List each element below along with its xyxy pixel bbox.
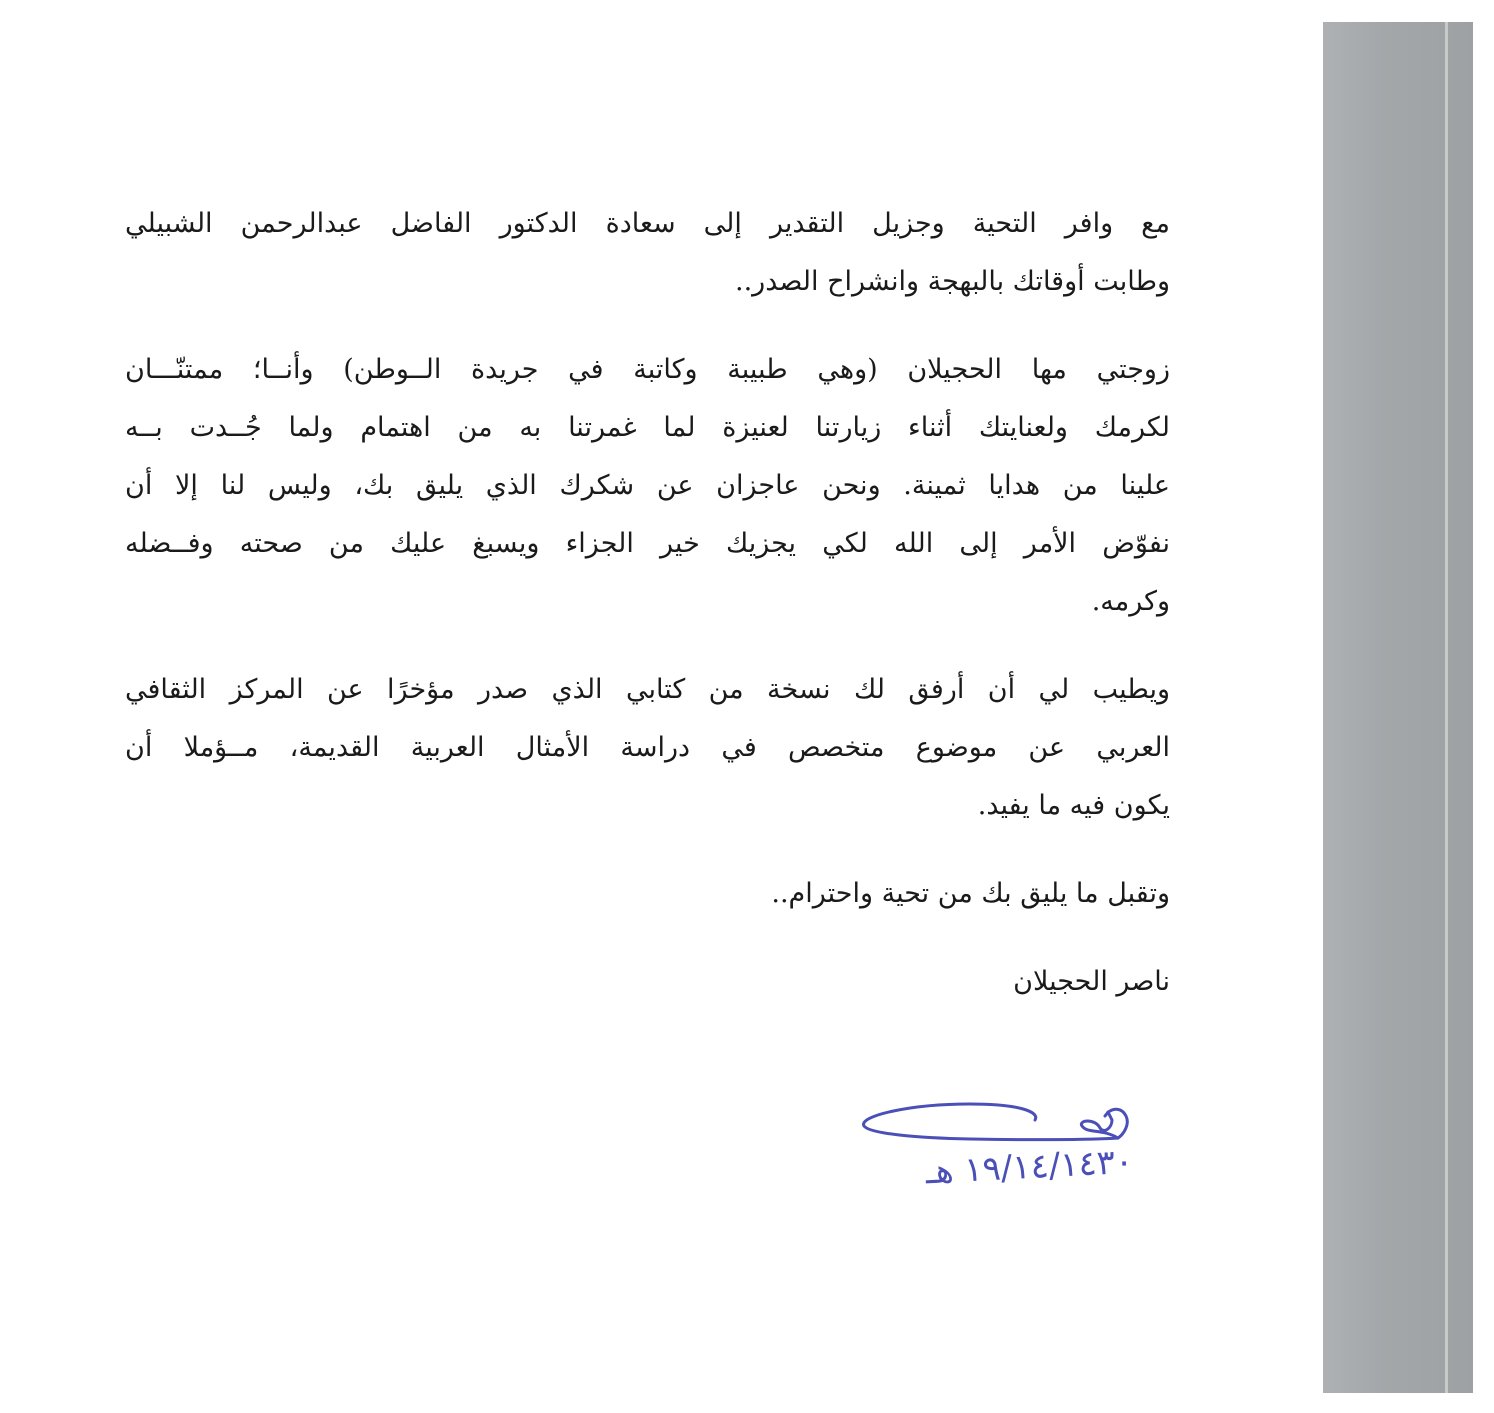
paragraph-book-line-1: ويطيب لي أن أرفق لك نسخة من كتابي الذي صدر مؤخرًا عن المركز الثقافي: [125, 674, 1170, 705]
paragraph-thanks-line-5: وكرمه.: [1091, 586, 1170, 617]
paragraph-book-line-3: يكون فيه ما يفيد.: [977, 790, 1170, 821]
gray-side-strip: [1323, 22, 1473, 1393]
sender-name: ناصر الحجيلان: [1013, 966, 1170, 997]
signature-stroke: [864, 1104, 1118, 1140]
paragraph-thanks-line-4: نفوّض الأمر إلى الله لكي يجزيك خير الجزاء ويسبغ عليك من صحته وفــضله: [125, 528, 1170, 559]
greeting-line: مع وافر التحية وجزيل التقدير إلى سعادة الدكتور الفاضل عبدالرحمن الشبيلي: [125, 208, 1170, 239]
paragraph-thanks-line-2: لكرمك ولعنايتك أثناء زيارتنا لعنيزة لما غمرتنا به من اهتمام ولما جُــدت بــه: [125, 412, 1170, 443]
paragraph-book-line-2: العربي عن موضوع متخصص في دراسة الأمثال العربية القديمة، مــؤملا أن: [125, 732, 1170, 763]
closing-line: وتقبل ما يليق بك من تحية واحترام..: [771, 878, 1170, 909]
handwritten-signature: [850, 1098, 1150, 1193]
greeting-line-2: وطابت أوقاتك بالبهجة وانشراح الصدر..: [734, 266, 1170, 297]
paragraph-thanks-line-1: زوجتي مها الحجيلان (وهي طبيبة وكاتبة في جريدة الــوطن) وأنــا؛ ممتنّـــان: [125, 354, 1170, 385]
handwritten-date: ١٩/١٤/١٤٣٠ هـ: [924, 1141, 1135, 1193]
letter-body: [125, 195, 1170, 1011]
paragraph-thanks-line-3: علينا من هدايا ثمينة. ونحن عاجزان عن شكرك الذي يليق بك، وليس لنا إلا أن: [125, 470, 1170, 501]
side-strip-edge: [1445, 22, 1448, 1393]
